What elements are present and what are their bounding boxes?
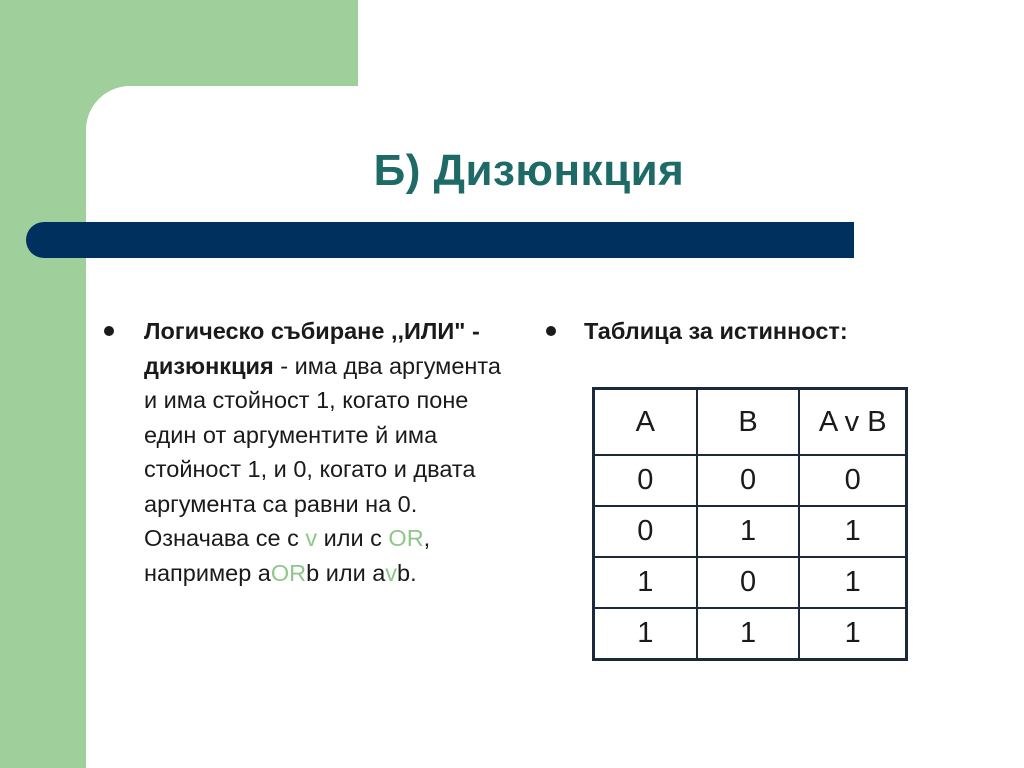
bullet-dot-right [546, 326, 556, 336]
truth-table-header-row [594, 389, 907, 456]
example-mid: b или а [306, 559, 386, 586]
slide-title-text: Б) Дизюнкция [373, 146, 685, 195]
header-cell-b: B [697, 389, 800, 456]
table-cell: 0 [697, 455, 800, 506]
example-prefix: например а [144, 559, 271, 586]
table-row [594, 455, 907, 506]
definition-bold: Логическо събиране ,,ИЛИ" - дизюнкция [144, 318, 480, 379]
table-cell: 1 [799, 506, 906, 557]
slide-title [0, 146, 1024, 196]
title-underline-bar [26, 222, 854, 258]
table-cell: 1 [697, 506, 800, 557]
notation-v: v [305, 525, 318, 551]
notation-mid: или с [317, 525, 389, 551]
table-cell: 1 [799, 557, 906, 608]
definition-rest: - има два аргумента и има стойност 1, когато поне един от аргументите й има стойност 1, и 0, когато и двата аргумента са равни на 0. [144, 352, 501, 517]
table-cell: 1 [594, 557, 697, 608]
notation-comma: , [423, 525, 431, 551]
notation-or: OR [388, 525, 424, 551]
notation-prefix: Означава се с [144, 525, 306, 551]
table-cell: 1 [799, 608, 906, 660]
table-cell: 1 [697, 608, 800, 660]
bullet-dot-left [104, 326, 114, 336]
truth-table-heading: Таблица за истинност: [584, 318, 848, 344]
example-v: v [385, 559, 398, 586]
table-row [594, 557, 907, 608]
table-cell: 0 [697, 557, 800, 608]
example-end: b. [397, 559, 417, 586]
table-row [594, 506, 907, 557]
table-cell: 0 [594, 506, 697, 557]
table-row [594, 608, 907, 660]
table-cell: 0 [594, 455, 697, 506]
header-cell-a: A [594, 389, 697, 456]
table-cell: 1 [594, 608, 697, 660]
definition-text [144, 314, 514, 590]
truth-table [592, 387, 908, 661]
example-or: OR [270, 559, 307, 586]
header-cell-a-or-b: A v B [799, 389, 906, 456]
table-cell: 0 [799, 455, 906, 506]
